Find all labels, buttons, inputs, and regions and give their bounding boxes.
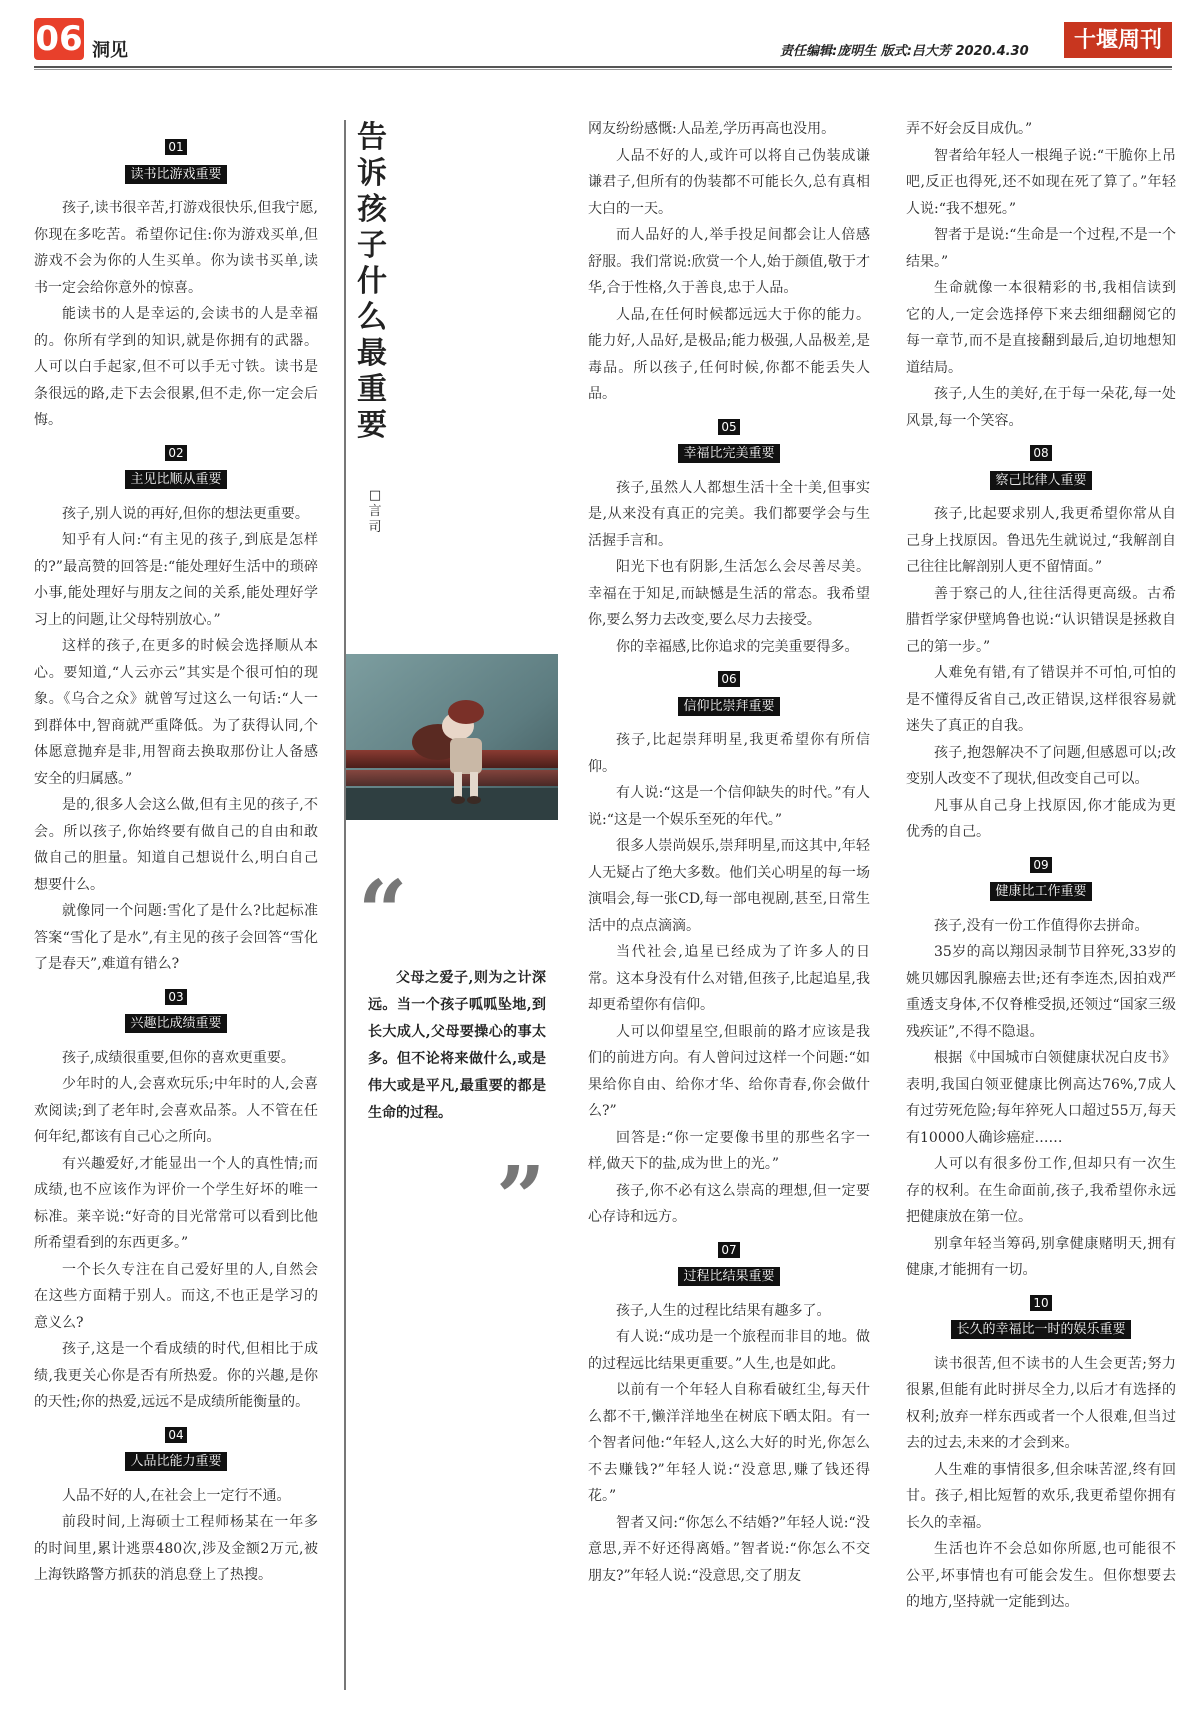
- paragraph: 以前有一个年轻人自称看破红尘,每天什么都不干,懒洋洋地坐在树底下晒太阳。有一个智者问他:“年轻人,这么大好的时光,你怎么不去赚钱?”年轻人说:“没意思,赚了钱还得花。”: [588, 1382, 870, 1504]
- paragraph: 孩子,抱怨解决不了问题,但感恩可以;改变别人改变不了现状,但改变自己可以。: [906, 744, 1176, 787]
- paragraph: 孩子,虽然人人都想生活十全十美,但事实是,从来没有真正的完美。我们都要学会与生活握手言和。: [588, 479, 870, 549]
- paragraph: 凡事从自己身上找原因,你才能成为更优秀的自己。: [906, 797, 1176, 840]
- paragraph: 人品,在任何时候都远远大于你的能力。能力好,人品好,是极品;能力极强,人品极差,是毒品。所以孩子,任何时候,你都不能丢失人品。: [588, 306, 870, 402]
- pull-quote: [368, 965, 546, 1127]
- paragraph: 善于察己的人,往往活得更高级。古希腊哲学家伊壁鸠鲁也说:“认识错误是拯救自己的第一步。”: [906, 585, 1176, 655]
- paragraph: 孩子,别人说的再好,但你的想法更重要。: [62, 505, 309, 522]
- author-byline: □言司: [368, 488, 382, 535]
- section-number: 08: [1030, 445, 1051, 461]
- quote-close-mark: ”: [496, 1148, 546, 1249]
- column-3: [906, 116, 1176, 1616]
- paragraph: 网友纷纷感慨:人品差,学历再高也没用。: [588, 121, 836, 137]
- section-number: 01: [165, 139, 186, 155]
- section-title: 信仰比崇拜重要: [678, 697, 779, 716]
- section-number: 02: [165, 445, 186, 461]
- section-title: 过程比结果重要: [678, 1267, 779, 1286]
- column-1: [34, 128, 318, 1589]
- paragraph: 孩子,人生的过程比结果有趣多了。: [616, 1302, 831, 1319]
- section-heading: [588, 414, 870, 467]
- section-heading: [34, 984, 318, 1037]
- paragraph: 根据《中国城市白领健康状况白皮书》表明,我国白领亚健康比例高达76%,7成人有过劳死危险;每年猝死人口超过55万,每天有10000人确诊癌症……: [906, 1050, 1176, 1146]
- paragraph: 就像同一个问题:雪化了是什么?比起标准答案“雪化了是水”,有主见的孩子会回答“雪化了是春天”,难道有错么?: [34, 903, 318, 972]
- section-number: 04: [165, 1427, 186, 1443]
- section-title: 长久的幸福比一时的娱乐重要: [951, 1320, 1130, 1339]
- paragraph: 你的幸福感,比你追求的完美重要得多。: [616, 638, 859, 655]
- section-heading: [34, 1422, 318, 1475]
- paragraph: 智者于是说:“生命是一个过程,不是一个结果。”: [906, 227, 1176, 270]
- column-2: [588, 116, 870, 1589]
- section-title: 幸福比完美重要: [678, 444, 779, 463]
- paragraph: 人品不好的人,或许可以将自己伪装成谦谦君子,但所有的伪装都不可能长久,总有真相大白的一天。: [588, 147, 870, 217]
- section-heading: [906, 1290, 1176, 1343]
- paragraph: 回答是:“你一定要像书里的那些名字一样,做天下的盐,成为世上的光。”: [588, 1129, 870, 1172]
- section-name: 洞见: [92, 40, 128, 61]
- paragraph: 这样的孩子,在更多的时候会选择顺从本心。要知道,“人云亦云”其实是个很可怕的现象。《乌合之众》就曾写过这么一句话:“人一到群体中,智商就严重降低。为了获得认同,个体愿意抛弃是非,用智商去换取那份让人备感安全的归属感。”: [34, 638, 318, 787]
- section-title: 读书比游戏重要: [125, 165, 226, 184]
- paragraph: 有人说:“这是一个信仰缺失的时代。”有人说:“这是一个娱乐至死的年代。”: [588, 785, 870, 828]
- section-heading: [906, 852, 1176, 905]
- editor-credits: 责任编辑:庞明生 版式:吕大芳 2020.4.30: [780, 44, 1029, 59]
- paragraph: 很多人崇尚娱乐,崇拜明星,而这其中,年轻人无疑占了绝大多数。他们关心明星的每一场演唱会,每一张CD,每一部电视剧,甚至,日常生活中的点点滴滴。: [588, 838, 870, 934]
- paragraph: 智者又问:“你怎么不结婚?”年轻人说:“没意思,弄不好还得离婚。”智者说:“你怎么不交朋友?”年轻人说:“没意思,交了朋友: [588, 1514, 870, 1584]
- paragraph: 人品不好的人,在社会上一定行不通。: [62, 1487, 291, 1504]
- section-number: 05: [718, 419, 739, 435]
- paragraph: 读书很苦,但不读书的人生会更苦;努力很累,但能有此时拼尽全力,以后才有选择的权利;放弃一样东西或者一个人很难,但当过去的过去,未来的才会到来。: [906, 1355, 1176, 1451]
- page-number: 06: [35, 19, 83, 59]
- paragraph: 孩子,比起崇拜明星,我更希望你有所信仰。: [588, 732, 870, 775]
- section-number: 03: [165, 989, 186, 1005]
- paragraph: 人生难的事情很多,但余味苦涩,终有回甘。孩子,相比短暂的欢乐,我更希望你拥有长久的幸福。: [906, 1461, 1176, 1531]
- section-number: 06: [718, 671, 739, 687]
- section-title: 人品比能力重要: [125, 1452, 226, 1471]
- paragraph: 一个长久专注在自己爱好里的人,自然会在这些方面精于别人。而这,不也正是学习的意义么?: [34, 1261, 318, 1331]
- section-title: 兴趣比成绩重要: [125, 1014, 226, 1033]
- section-heading: [906, 440, 1176, 493]
- section-title: 健康比工作重要: [990, 882, 1091, 901]
- section-number: 10: [1030, 1295, 1051, 1311]
- paragraph: 当代社会,追星已经成为了许多人的日常。这本身没有什么对错,但孩子,比起追星,我却更希望你有信仰。: [588, 944, 870, 1013]
- section-heading: [34, 134, 318, 187]
- header-rule: [34, 66, 1172, 68]
- section-heading: [588, 666, 870, 719]
- quote-open-mark: “: [358, 862, 408, 963]
- paragraph: 孩子,这是一个看成绩的时代,但相比于成绩,我更关心你是否有所热爱。你的兴趣,是你的天性;你的热爱,远远不是成绩所能衡量的。: [34, 1341, 318, 1410]
- paragraph: 孩子,比起要求别人,我更希望你常从自己身上找原因。鲁迅先生就说过,“我解剖自己往往比解剖别人更不留情面。”: [906, 506, 1176, 575]
- paragraph: 前段时间,上海硕士工程师杨某在一年多的时间里,累计逃票480次,涉及金额2万元,被上海铁路警方抓获的消息登上了热搜。: [34, 1514, 318, 1583]
- paragraph: 别拿年轻当筹码,别拿健康赌明天,拥有健康,才能拥有一切。: [906, 1235, 1176, 1278]
- paragraph: 35岁的高以翔因录制节目猝死,33岁的姚贝娜因乳腺癌去世;还有李连杰,因拍戏严重透支身体,不仅脊椎受损,还领过“国家三级残疾证”,不得不隐退。: [906, 944, 1176, 1040]
- section-number: 07: [718, 1242, 739, 1258]
- paragraph: 有兴趣爱好,才能显出一个人的真性情;而成绩,也不应该作为评价一个学生好坏的唯一标准。莱辛说:“好奇的目光常常可以看到比他所希望看到的东西更多。”: [34, 1155, 318, 1251]
- paragraph: 少年时的人,会喜欢玩乐;中年时的人,会喜欢阅读;到了老年时,会喜欢品茶。人不管在任何年纪,都该有自己心之所向。: [34, 1076, 318, 1145]
- paragraph: 孩子,成绩很重要,但你的喜欢更重要。: [62, 1049, 295, 1066]
- section-number: 09: [1030, 857, 1051, 873]
- header-rule-thin: [34, 69, 1172, 70]
- photo-illustration: [346, 654, 558, 820]
- paragraph: 人可以有很多份工作,但却只有一次生存的权利。在生命面前,孩子,我希望你永远把健康放在第一位。: [906, 1156, 1176, 1225]
- paragraph: 孩子,没有一份工作值得你去拼命。: [934, 917, 1149, 934]
- paragraph: 人难免有错,有了错误并不可怕,可怕的是不懂得反省自己,改正错误,这样很容易就迷失了真正的自我。: [906, 665, 1176, 734]
- paragraph: 智者给年轻人一根绳子说:“干脆你上吊吧,反正也得死,还不如现在死了算了。”年轻人说:“我不想死。”: [906, 147, 1176, 217]
- paragraph: 孩子,你不必有这么崇高的理想,但一定要心存诗和远方。: [588, 1182, 870, 1225]
- paragraph: 阳光下也有阴影,生活怎么会尽善尽美。幸福在于知足,而缺憾是生活的常态。我希望你,要么努力去改变,要么尽力去接受。: [588, 559, 870, 628]
- paragraph: 孩子,读书很辛苦,打游戏很快乐,但我宁愿,你现在多吃苦。希望你记住:你为游戏买单,但游戏不会为你的人生买单。你为读书买单,读书一定会给你意外的惊喜。: [34, 200, 318, 296]
- newspaper-logo: 十堰周刊: [1064, 22, 1172, 58]
- paragraph: 人可以仰望星空,但眼前的路才应该是我们的前进方向。有人曾问过这样一个问题:“如果给你自由、给你才华、给你青春,你会做什么?”: [588, 1023, 870, 1119]
- paragraph: 生活也许不会总如你所愿,也可能很不公平,坏事情也有可能会发生。但你想要去的地方,坚持就一定能到达。: [906, 1541, 1176, 1610]
- child-with-teddy-bear-photo: [346, 654, 558, 820]
- section-heading: [34, 440, 318, 493]
- column-divider: [344, 120, 346, 1690]
- article-headline: 告诉孩子什么最重要: [357, 120, 387, 443]
- paragraph: 知乎有人问:“有主见的孩子,到底是怎样的?”最高赞的回答是:“能处理好生活中的琐碎小事,能处理好与朋友之间的关系,能处理好学习上的问题,让父母特别放心。”: [34, 532, 318, 628]
- paragraph: 是的,很多人会这么做,但有主见的孩子,不会。所以孩子,你始终要有做自己的自由和敢做自己的胆量。知道自己想说什么,明白自己想要什么。: [34, 797, 318, 893]
- pull-quote-text: 父母之爱子,则为之计深远。当一个孩子呱呱坠地,到长大成人,父母要操心的事太多。但不论将来做什么,或是伟大或是平凡,最重要的都是生命的过程。: [368, 970, 546, 1121]
- paragraph: 生命就像一本很精彩的书,我相信读到它的人,一定会选择停下来去细细翻阅它的每一章节,而不是直接翻到最后,迫切地想知道结局。: [906, 280, 1176, 376]
- paragraph: 而人品好的人,举手投足间都会让人倍感舒服。我们常说:欣赏一个人,始于颜值,敬于才华,合于性格,久于善良,忠于人品。: [588, 227, 870, 296]
- paragraph: 孩子,人生的美好,在于每一朵花,每一处风景,每一个笑容。: [906, 386, 1176, 429]
- section-title: 主见比顺从重要: [125, 470, 226, 489]
- section-heading: [588, 1237, 870, 1290]
- paragraph: 有人说:“成功是一个旅程而非目的地。做的过程远比结果更重要。”人生,也是如此。: [588, 1329, 870, 1372]
- paragraph: 能读书的人是幸运的,会读书的人是幸福的。你所有学到的知识,就是你拥有的武器。人可以白手起家,但不可以手无寸铁。读书是条很远的路,走下去会很累,但不走,你一定会后悔。: [34, 306, 318, 428]
- paragraph: 弄不好会反目成仇。”: [906, 121, 1033, 137]
- section-title: 察己比律人重要: [990, 471, 1091, 490]
